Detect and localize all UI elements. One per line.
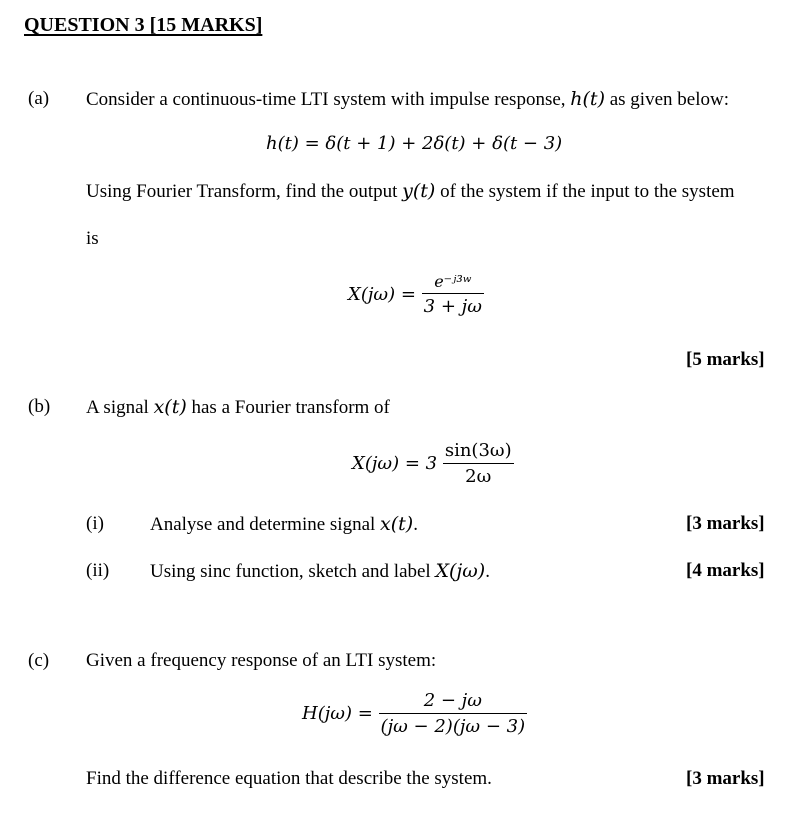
part-b-x-denominator: 2ω [443, 463, 514, 487]
part-b-i-label: (i) [86, 513, 104, 534]
part-c-marks: [3 marks] [686, 768, 765, 789]
part-a-instr-text: Using Fourier Transform, find the output [86, 181, 403, 202]
part-a-intro-var: h(t) [570, 88, 605, 110]
part-b-ii-text [150, 560, 490, 583]
part-b-transform-equation [352, 440, 514, 487]
part-a-intro [86, 88, 729, 111]
part-c-intro: Given a frequency response of an LTI system: [86, 650, 437, 671]
part-a-x-numerator: e⁻ʲ³ʷ [434, 272, 472, 291]
part-b-x-fraction [443, 440, 514, 487]
part-a-intro-text: Consider a continuous-time LTI system with impulse response, [86, 89, 571, 110]
part-b-intro-tail: has a Fourier transform of [186, 397, 390, 418]
part-a-instruction [86, 180, 735, 203]
part-c-h-lhs: H(jω) = [302, 703, 373, 724]
part-b-ii-marks: [4 marks] [686, 560, 765, 581]
part-a-instr-tail: of the system if the input to the system [435, 181, 735, 202]
part-b-ii-var: X(jω) [435, 560, 486, 582]
part-b-intro-text: A signal [86, 397, 154, 418]
part-a-x-lhs: X(jω) = [348, 284, 416, 305]
impulse-response-equation: h(t) = δ(t + 1) + 2δ(t) + δ(t − 3) [266, 133, 563, 154]
part-c-h-numerator: 2 − jω [423, 690, 482, 711]
part-b-x-numerator: sin(3ω) [444, 440, 512, 461]
part-b-i-body: Analyse and determine signal [150, 514, 381, 535]
part-b-ii-body: Using sinc function, sketch and label [150, 561, 436, 582]
part-b-intro [86, 396, 390, 419]
part-a-input-equation [348, 272, 484, 317]
part-b-label: (b) [28, 396, 51, 417]
part-a-instruction-is: is [86, 228, 99, 249]
part-a-intro-tail: as given below: [604, 89, 729, 110]
part-b-i-tail: . [413, 514, 418, 535]
question-title: QUESTION 3 [15 MARKS] [24, 14, 263, 36]
part-b-i-var: x(t) [380, 513, 414, 535]
part-a-x-fraction [422, 272, 484, 317]
part-b-intro-var: x(t) [153, 396, 187, 418]
part-c-h-fraction [379, 690, 528, 737]
part-b-x-lhs: X(jω) = 3 [352, 453, 438, 474]
part-c-find-text: Find the difference equation that describe the system. [86, 768, 492, 789]
part-b-ii-tail: . [485, 561, 490, 582]
part-c-label: (c) [28, 650, 50, 671]
part-a-x-denominator: 3 + jω [422, 293, 484, 317]
part-a-label: (a) [28, 88, 50, 109]
part-b-ii-label: (ii) [86, 560, 110, 581]
part-a-instr-var: y(t) [402, 180, 436, 202]
part-a-marks: [5 marks] [686, 349, 765, 370]
part-c-h-denominator: (jω − 2)(jω − 3) [379, 713, 528, 737]
part-b-i-marks: [3 marks] [686, 513, 765, 534]
part-b-i-text [150, 513, 418, 536]
part-c-frequency-response [302, 690, 527, 737]
